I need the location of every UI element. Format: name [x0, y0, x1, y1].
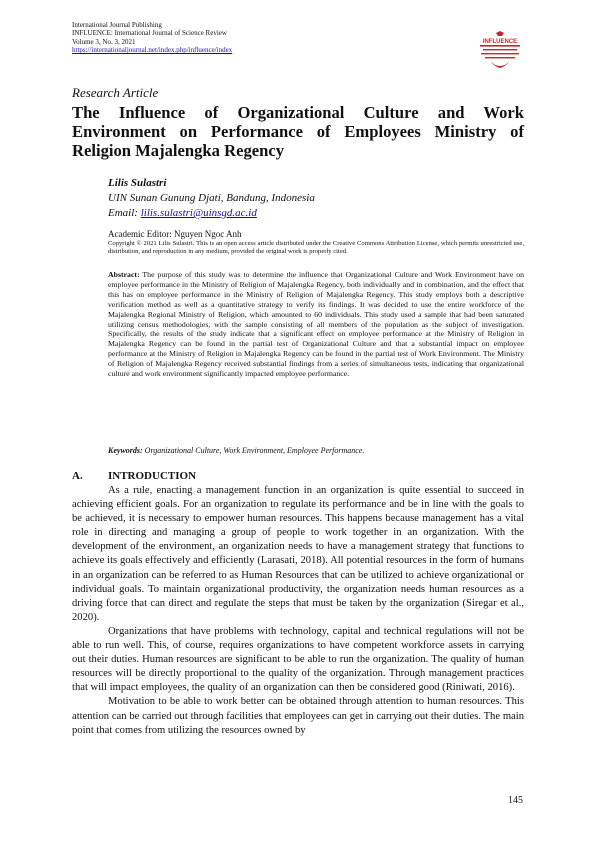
- journal-url-link[interactable]: https://internationaljournal.net/index.php/influence/index: [72, 46, 233, 55]
- keywords-text: Organizational Culture, Work Environment, Employee Performance.: [144, 446, 365, 455]
- abstract: [108, 270, 524, 379]
- paragraph: Organizations that have problems with technology, capital and technical regulations will not be able to run well. This, of course, requires organizations to have competent workforce assets in carrying out their duties. Human resources are significant to be able to run the organization. The quality of human resources will be directly proportional to the quality of the organization. Through management practices that will impact employees, the quality of an organization can then be considered good (Riniwati, 2016).: [72, 625, 524, 694]
- section-heading: [72, 470, 196, 482]
- publisher-line: International Journal Publishing: [72, 21, 162, 29]
- author-affiliation: UIN Sunan Gunung Djati, Bandung, Indonesia: [108, 192, 315, 204]
- author-email-link[interactable]: lilis.sulastri@uinsgd.ac.id: [140, 207, 257, 219]
- journal-logo: [476, 30, 524, 74]
- section-title: INTRODUCTION: [108, 470, 197, 482]
- section-number: A.: [72, 470, 83, 482]
- author-block: [108, 176, 315, 221]
- paragraph: Motivation to be able to work better can be obtained through attention to human resources. This attention can be carried out through facilities that employees can get in carrying out their duties. The main point that comes from utilizing the resources owned by: [72, 696, 524, 736]
- influence-logo-icon: [476, 30, 524, 74]
- paper-title: The Influence of Organizational Culture and Work Environment on Performance of Employees Ministry of Religion Majalengka Regency: [72, 103, 524, 160]
- copyright-notice: Copyright © 2021 Lilis Sulastri. This is an open access article distributed under the Creative Commons Attribution License, which permits unrestricted use, distribution, and reproduction in any medium, provided the original work is properly cited.: [108, 240, 524, 256]
- journal-header: [72, 21, 232, 55]
- author-name: Lilis Sulastri: [108, 177, 167, 189]
- paragraph: As a rule, enacting a management function in an organization is quite essential to succeed in achieving efficient goals. For an organization to regulate its performance and be in line with the goals to be achieved, it is necessary to empower human resources. This happens because management has a vital role in directing and managing a group of people to work together in an organization. With the development of the environment, an organization needs to have a management strategy that functions to achieve its goals effectively and efficiently (Larasati, 2018). All potential resources in the form of humans in an organization can be referred to as Human Resources that can be utilized to achieve organizational or individual goals. To maintain organizational productivity, the organization needs human resources as a driving force that can direct and regulate the steps that must be taken by the organization (Siregar et al., 2020).: [72, 485, 524, 623]
- abstract-label: Abstract:: [108, 270, 140, 279]
- keywords: [108, 446, 524, 455]
- email-label: Email:: [108, 207, 138, 219]
- author-email-line: [108, 206, 315, 221]
- keywords-label: Keywords:: [108, 446, 143, 455]
- journal-name: INFLUENCE: International Journal of Science Review: [72, 29, 227, 38]
- volume-line: Volume 3, No. 3, 2021: [72, 37, 136, 46]
- svg-text:INFLUENCE: INFLUENCE: [482, 39, 518, 45]
- page-number: 145: [508, 795, 523, 806]
- abstract-text: The purpose of this study was to determine the influence that Organizational Culture and Work Environment have on employee performance in the Ministry of Religion of Majalengka Regency, both individually and in combination, and the effect that this has on employee performance in the Ministry of Religion of Majalengka Regency. This study employs both a descriptive verification method as well as a quantitative strategy to verify its findings. It was decided to use the entire workforce of the Majalengka Regional Ministry of Religion, which amounted to 60 individuals. This study used a sample that had been saturated utilizing census methodologies, with the sample consisting of all members of the population as the subject of investigation. Specifically, the results of the study indicate that a significant effect on employee performance at the Ministry of Religion in Majalengka Regency can be found in the partial test of Organizational Culture and that a substantial impact on employee performance at the Ministry of Religion in Majalengka Regency can be found in the partial test of Work Environment. The Ministry of Religion of Majalengka Regency received substantial findings from a series of simultaneous tests, indicating that organizational culture and work environment significantly impacted employee performance.: [108, 270, 524, 379]
- body-text: [72, 484, 524, 738]
- article-type: Research Article: [72, 85, 159, 100]
- academic-editor: Academic Editor: Nguyen Ngoc Anh: [108, 229, 242, 239]
